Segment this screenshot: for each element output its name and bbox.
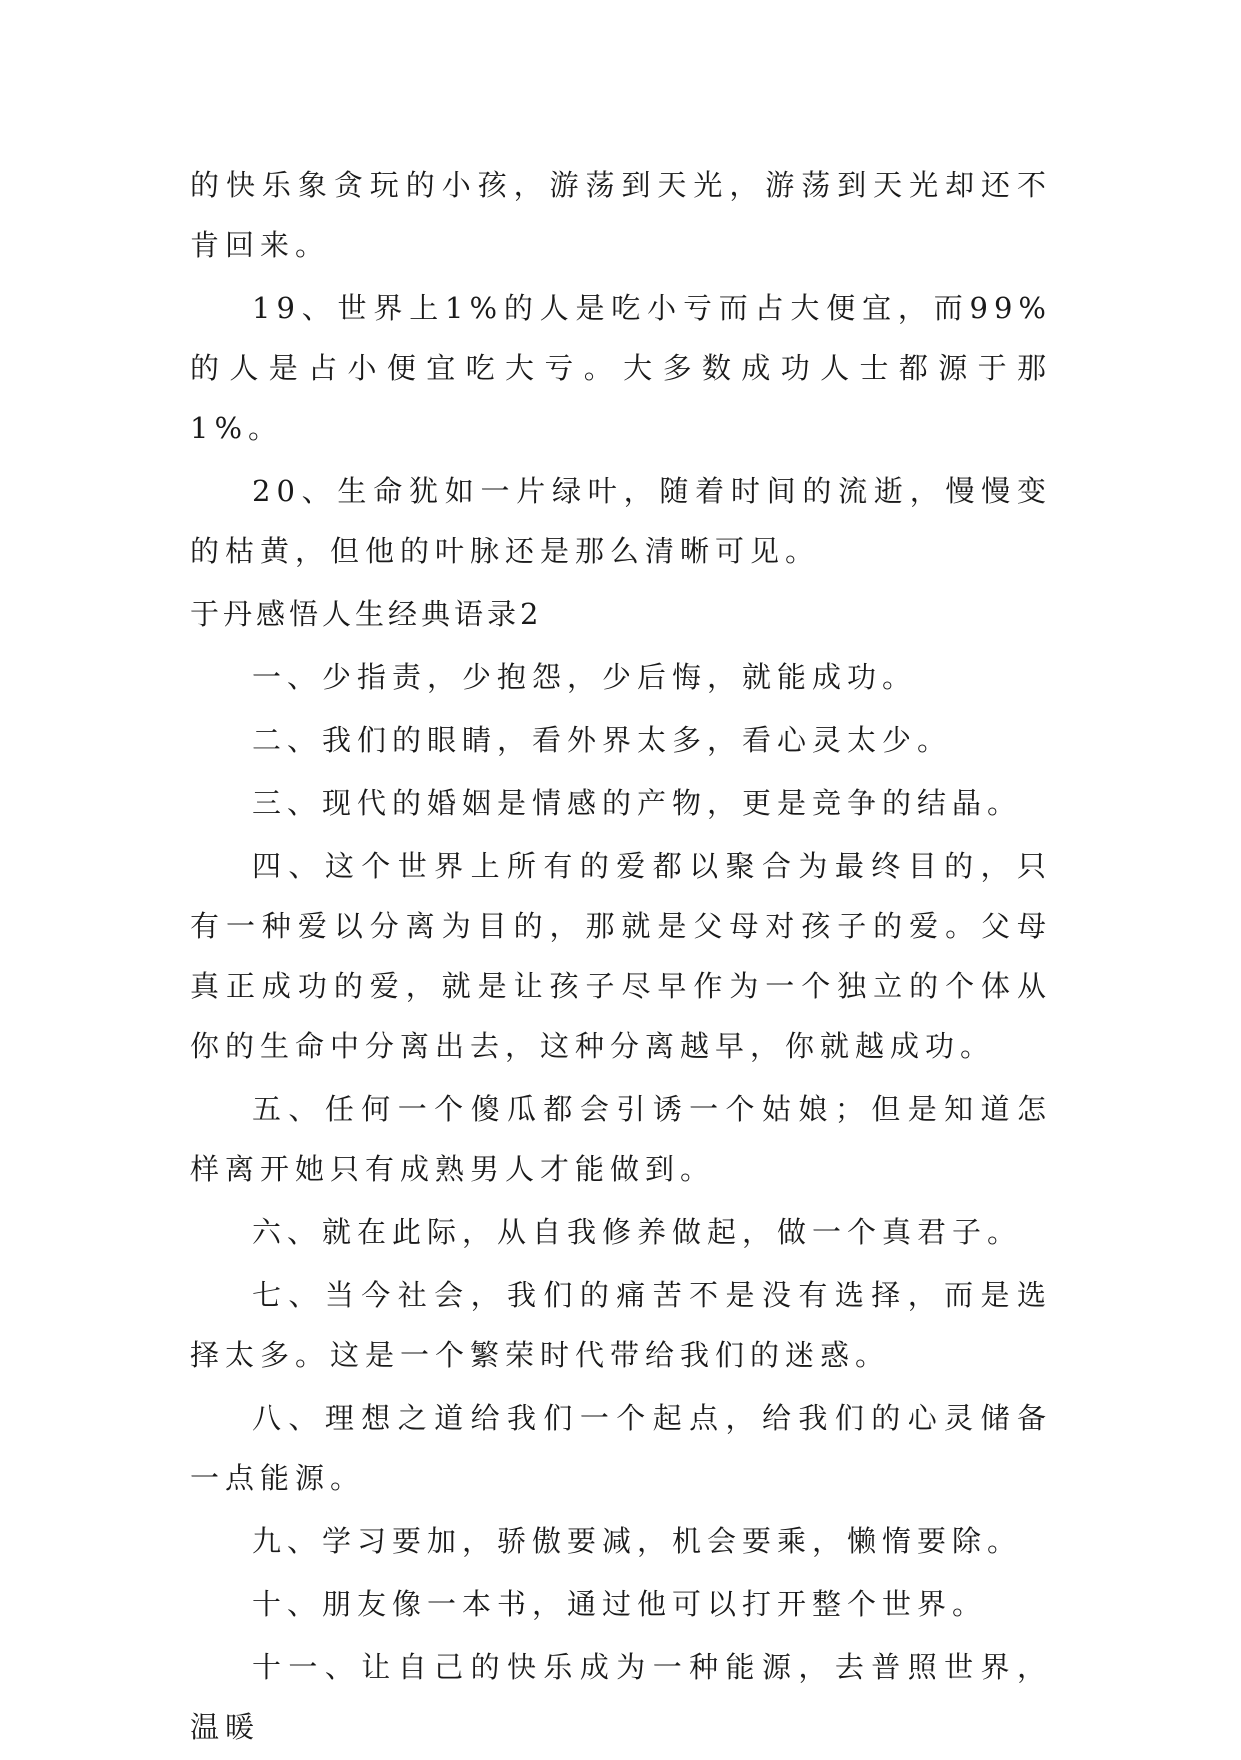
- quote-20: 20、生命犹如一片绿叶，随着时间的流逝，慢慢变的枯黄，但他的叶脉还是那么清晰可见。: [190, 474, 1052, 568]
- quote-7: 七、当今社会，我们的痛苦不是没有选择，而是选择太多。这是一个繁荣时代带给我们的迷惑。: [190, 1278, 1052, 1372]
- quote-3: 三、现代的婚姻是情感的产物，更是竞争的结晶。: [252, 786, 1023, 820]
- quote-6: 六、就在此际，从自我修养做起，做一个真君子。: [252, 1215, 1023, 1249]
- quote-5: 五、任何一个傻瓜都会引诱一个姑娘；但是知道怎样离开她只有成熟男人才能做到。: [190, 1092, 1052, 1186]
- quote-11: 十一、让自己的快乐成为一种能源，去普照世界，温暖: [190, 1650, 1052, 1744]
- paragraph-continuation: 的快乐象贪玩的小孩，游荡到天光，游荡到天光却还不肯回来。: [190, 168, 1052, 262]
- quote-9: 九、学习要加，骄傲要减，机会要乘，懒惰要除。: [252, 1524, 1023, 1558]
- quote-2: 二、我们的眼睛，看外界太多，看心灵太少。: [252, 723, 953, 757]
- quote-10: 十、朋友像一本书，通过他可以打开整个世界。: [252, 1587, 988, 1621]
- quote-8: 八、理想之道给我们一个起点，给我们的心灵储备一点能源。: [190, 1401, 1052, 1495]
- quote-4: 四、这个世界上所有的爱都以聚合为最终目的，只有一种爱以分离为目的，那就是父母对孩子的爱。父母真正成功的爱，就是让孩子尽早作为一个独立的个体从你的生命中分离出去，这种分离越早，你就越成功。: [190, 849, 1052, 1063]
- quote-1: 一、少指责，少抱怨，少后悔，就能成功。: [252, 660, 918, 694]
- document-page: [190, 155, 1052, 1760]
- section-title: 于丹感悟人生经典语录2: [190, 597, 543, 631]
- quote-19: 19、世界上1%的人是吃小亏而占大便宜，而99%的人是占小便宜吃大亏。大多数成功人士都源于那1%。: [190, 291, 1052, 445]
